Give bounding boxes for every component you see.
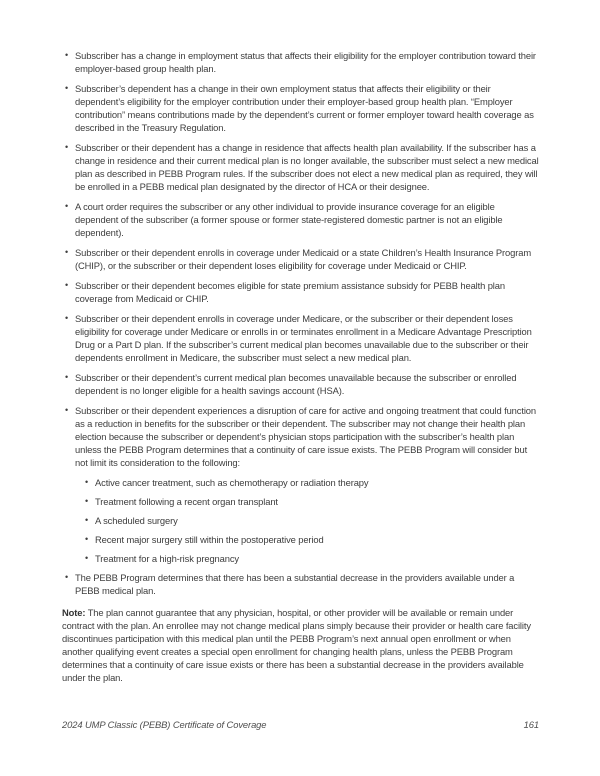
footer-document-title: 2024 UMP Classic (PEBB) Certificate of Coverage	[62, 719, 267, 730]
bullet-text: Treatment for a high-risk pregnancy	[95, 553, 239, 564]
bullet-marker: •	[65, 371, 69, 382]
bullet-marker: •	[65, 49, 69, 60]
bullet-marker: •	[65, 312, 69, 323]
bullet-marker: •	[65, 571, 69, 582]
bullet-text: A scheduled surgery	[95, 515, 178, 526]
bullet-item	[62, 141, 539, 193]
bullet-text: Subscriber or their dependent experiences a disruption of care for active and ongoing treatment that could function as a reduction in benefits for the subscriber or their dependent. The subscriber may not change their health plan election because the subscriber or dependent’s physician stops participation with the subscriber’s health plan unless the PEBB Program determines that a continuity of care issue exists. The PEBB Program will consider but not limit its consideration to the following:	[75, 405, 536, 468]
page-footer	[62, 719, 539, 730]
bullet-text: Subscriber or their dependent’s current medical plan becomes unavailable because the subscriber or enrolled dependent is no longer eligible for a health savings account (HSA).	[75, 372, 517, 396]
bullet-item	[62, 279, 539, 305]
bullet-item	[62, 82, 539, 134]
bullet-marker: •	[85, 533, 89, 544]
note-text: The plan cannot guarantee that any physician, hospital, or other provider will be available or remain under contract with the plan. An enrollee may not change medical plans simply because their provider or health care facility discontinues participation with this medical plan until the PEBB Program’s next annual open enrollment or when another qualifying event creates a special open enrollment for changing health plans, unless the PEBB Program determines that a continuity of care issue exists or there has been a substantial decrease in the providers available under the plan.	[62, 607, 531, 683]
bullet-text: Subscriber or their dependent enrolls in coverage under Medicaid or a state Children’s Health Insurance Program (CHIP), or the subscriber or their dependent loses eligibility for coverage under Medicaid or CHIP.	[75, 247, 532, 271]
bullet-item	[62, 246, 539, 272]
bullet-text: A court order requires the subscriber or any other individual to provide insurance coverage for an eligible dependent of the subscriber (a former spouse or former state-registered domestic partner is not an eligible dependent).	[75, 201, 503, 238]
bullet-item	[62, 476, 539, 489]
bullet-marker: •	[85, 476, 89, 487]
bullet-item	[62, 49, 539, 75]
bullet-text: Subscriber has a change in employment status that affects their eligibility for the employer contribution toward their employer-based group health plan.	[75, 50, 536, 74]
bullet-item	[62, 312, 539, 364]
bullet-marker: •	[65, 246, 69, 257]
bullet-text: Recent major surgery still within the postoperative period	[95, 534, 324, 545]
bullet-text: The PEBB Program determines that there has been a substantial decrease in the providers available under a PEBB medical plan.	[75, 572, 515, 596]
bullet-marker: •	[65, 200, 69, 211]
bullet-marker: •	[85, 552, 89, 563]
bullet-marker: •	[65, 404, 69, 415]
bullet-item	[62, 533, 539, 546]
bullet-marker: •	[65, 279, 69, 290]
bullet-marker: •	[85, 514, 89, 525]
bullet-marker: •	[65, 141, 69, 152]
bullet-item	[62, 552, 539, 565]
bullet-item	[62, 514, 539, 527]
bullet-text: Subscriber or their dependent has a change in residence that affects health plan availability. If the subscriber has a change in residence and their current medical plan is no longer available, the subscriber must select a new medical plan as described in PEBB Program rules. If the subscriber does not elect a new medical plan as required, they will be enrolled in a PEBB medical plan designated by the director of HCA or their designee.	[75, 142, 539, 192]
bullet-marker: •	[85, 495, 89, 506]
bullet-item	[62, 495, 539, 508]
bullet-item	[62, 404, 539, 469]
bullet-item	[62, 571, 539, 597]
bullet-text: Active cancer treatment, such as chemotherapy or radiation therapy	[95, 477, 369, 488]
bullet-text: Treatment following a recent organ transplant	[95, 496, 278, 507]
body-content	[62, 49, 539, 684]
bullet-item	[62, 200, 539, 239]
bullet-marker: •	[65, 82, 69, 93]
bullet-text: Subscriber or their dependent becomes eligible for state premium assistance subsidy for PEBB health plan coverage from Medicaid or CHIP.	[75, 280, 505, 304]
note-paragraph	[62, 606, 539, 684]
bullet-text: Subscriber’s dependent has a change in their own employment status that affects their eligibility or their dependent’s eligibility for the employer contribution under their employer-based group health plan. “Employer contribution” means contributions made by the dependent’s current or former employer toward health coverage as described in the Treasury Regulation.	[75, 83, 534, 133]
footer-page-number: 161	[523, 719, 539, 730]
note-label: Note:	[62, 607, 86, 618]
bullet-text: Subscriber or their dependent enrolls in coverage under Medicare, or the subscriber or their dependent loses eligibility for coverage under Medicare or enrolls in or terminates enrollment in a Medicare Advantage Prescription Drug or a Part D plan. If the subscriber’s current medical plan becomes unavailable due to the subscriber or their dependents enrollment in Medicare, the subscriber must select a new medical plan.	[75, 313, 532, 363]
bullet-item	[62, 371, 539, 397]
